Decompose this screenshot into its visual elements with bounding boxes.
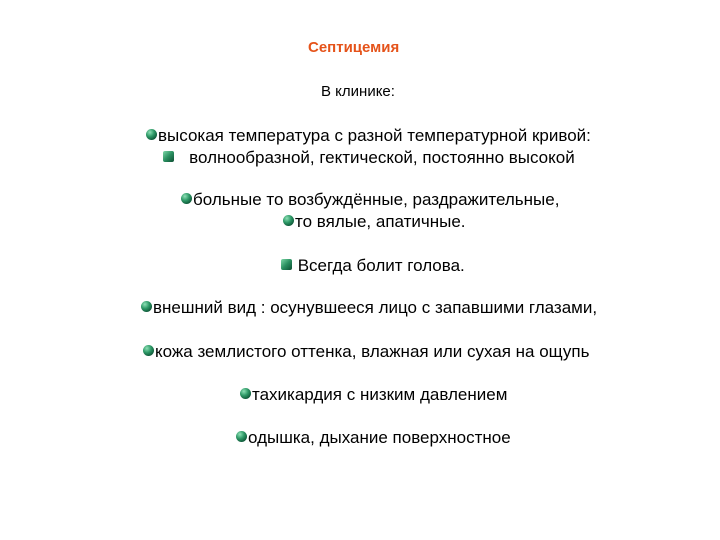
list-item [281, 256, 465, 276]
bullet-icon [283, 215, 294, 226]
list-item-text: тахикардия с низким давлением [252, 385, 508, 404]
bullet-icon [236, 431, 247, 442]
list-item [236, 428, 511, 448]
bullet-icon [163, 151, 174, 162]
list-item-text: внешний вид : осунувшееся лицо с запавшими глазами, [153, 298, 598, 317]
list-item-text: одышка, дыхание поверхностное [248, 428, 511, 447]
list-item [141, 298, 597, 318]
subtitle: В клинике: [321, 83, 395, 100]
bullet-icon [141, 301, 152, 312]
bullet-icon [240, 388, 251, 399]
list-item-text: волнообразной, гектической, постоянно высокой [189, 148, 575, 167]
list-item-text: Всегда болит голова. [293, 256, 465, 275]
list-item [163, 148, 575, 168]
list-item [181, 190, 559, 210]
bullet-icon [146, 129, 157, 140]
list-item [143, 342, 589, 362]
list-item-text: то вялые, апатичные. [295, 212, 466, 231]
list-item-text: высокая температура с разной температурной кривой: [158, 126, 591, 145]
list-item [146, 126, 591, 146]
bullet-icon [181, 193, 192, 204]
bullet-icon [281, 259, 292, 270]
list-item-text: кожа землистого оттенка, влажная или сухая на ощупь [155, 342, 590, 361]
list-item-text: больные то возбуждённые, раздражительные, [193, 190, 560, 209]
list-item [283, 212, 466, 232]
bullet-icon [143, 345, 154, 356]
page-title: Септицемия [308, 39, 400, 56]
list-item [240, 385, 507, 405]
